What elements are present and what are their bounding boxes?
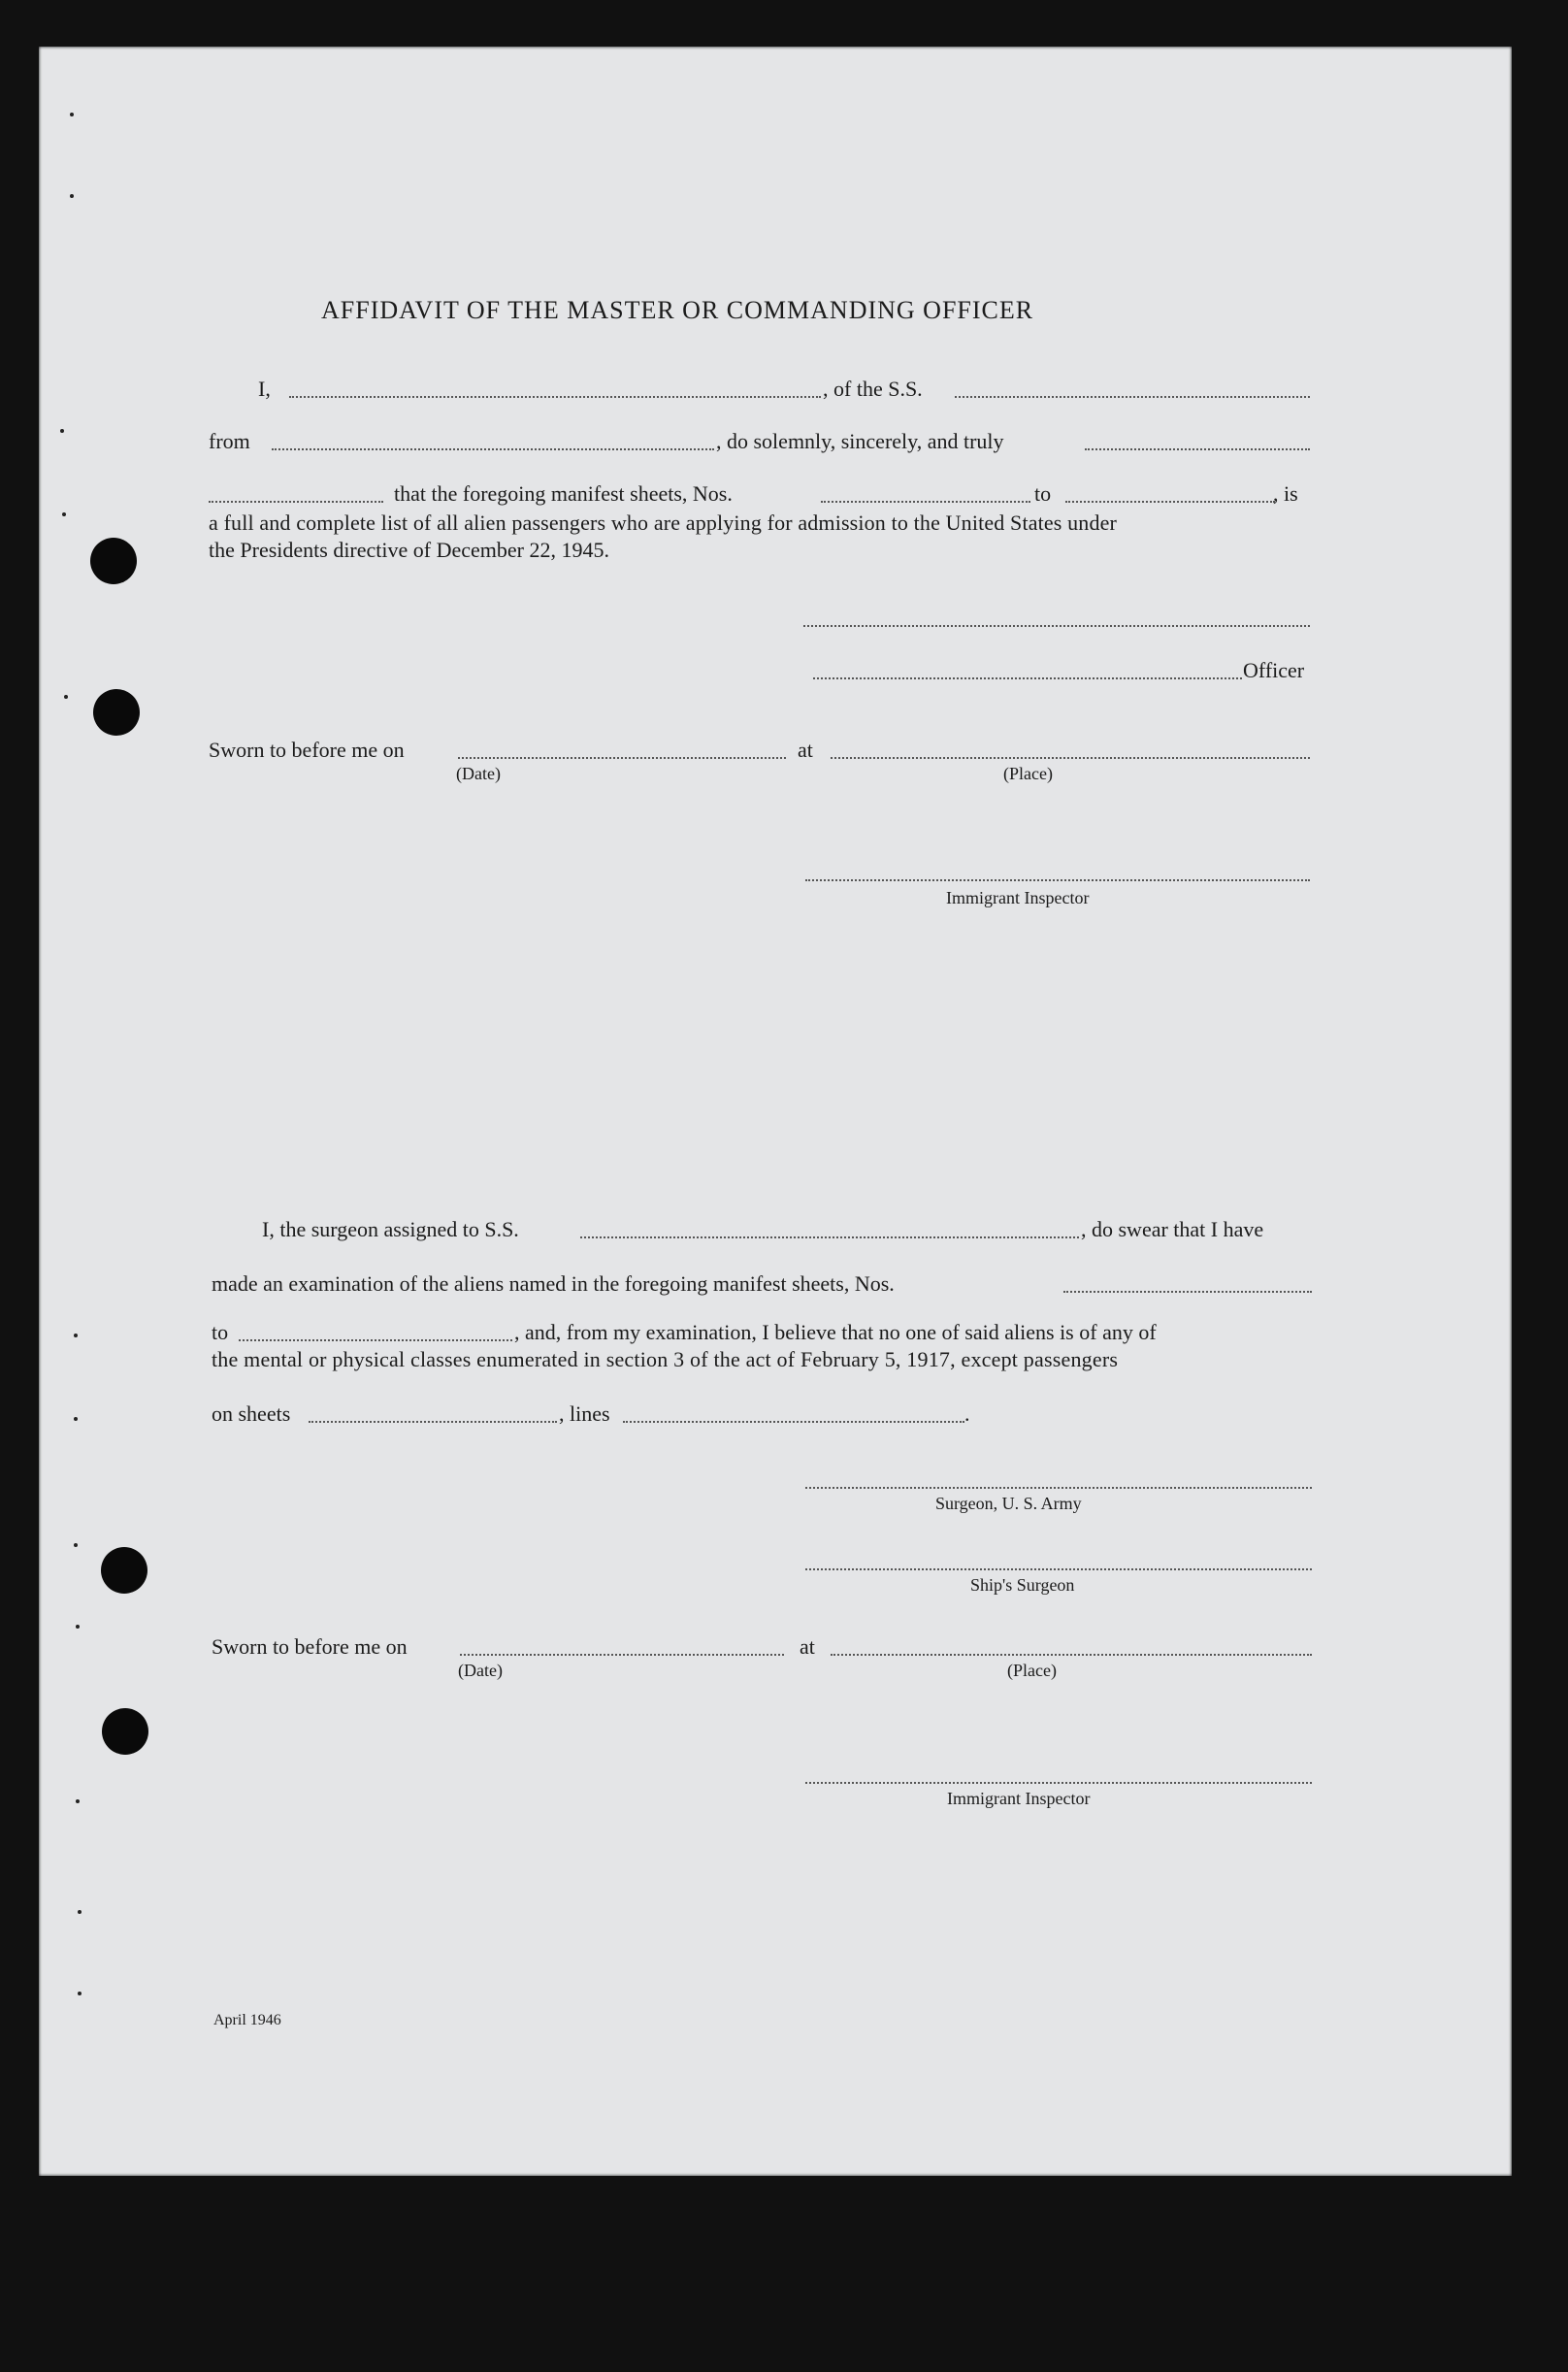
- army-surgeon-signature-field[interactable]: [805, 1487, 1312, 1489]
- margin-speck: [78, 1910, 82, 1914]
- master-place-caption: (Place): [1003, 764, 1053, 783]
- margin-speck: [74, 1334, 78, 1337]
- ship-surgeon-signature-field[interactable]: [805, 1568, 1312, 1570]
- surgeon-sworn-place-field[interactable]: [831, 1654, 1312, 1656]
- margin-speck: [70, 194, 74, 198]
- surgeon-inspector-label: Immigrant Inspector: [947, 1789, 1091, 1808]
- master-oath-field[interactable]: [209, 501, 383, 503]
- form-title: AFFIDAVIT OF THE MASTER OR COMMANDING OFFICER: [321, 296, 1034, 324]
- surgeon-inspector-signature-field[interactable]: [805, 1782, 1312, 1784]
- surgeon-sheets-to-field[interactable]: [239, 1339, 512, 1341]
- master-from-field[interactable]: [272, 448, 714, 450]
- form-date: April 1946: [213, 2012, 281, 2028]
- master-sworn-place-field[interactable]: [831, 757, 1310, 759]
- margin-speck: [60, 429, 64, 433]
- surgeon-sheets-from-field[interactable]: [1063, 1291, 1312, 1293]
- surgeon-on-sheets-label: on sheets: [212, 1401, 291, 1426]
- surgeon-date-caption: (Date): [458, 1661, 503, 1680]
- master-inspector-label: Immigrant Inspector: [946, 888, 1090, 907]
- master-truly-field[interactable]: [1085, 448, 1310, 450]
- master-sworn-date-field[interactable]: [458, 757, 786, 759]
- surgeon-lines-label: , lines: [559, 1401, 610, 1426]
- master-i-label: I,: [258, 377, 271, 401]
- surgeon-swear-label: , do swear that I have: [1081, 1217, 1264, 1241]
- master-name-field[interactable]: [289, 396, 821, 398]
- master-manifest-label: that the foregoing manifest sheets, Nos.: [394, 481, 733, 506]
- form-sheet: [39, 47, 1512, 2176]
- master-ship-field[interactable]: [955, 396, 1310, 398]
- surgeon-belief-label: , and, from my examination, I believe that no one of said aliens is of any of: [514, 1320, 1157, 1344]
- margin-speck: [76, 1799, 80, 1803]
- surgeon-assigned-label: I, the surgeon assigned to S.S.: [262, 1217, 519, 1241]
- margin-speck: [62, 512, 66, 516]
- surgeon-sworn-label: Sworn to before me on: [212, 1634, 408, 1659]
- punch-hole: [90, 538, 137, 584]
- master-directive-line: the Presidents directive of December 22, 1945.: [209, 538, 609, 562]
- master-solemnly-label: , do solemnly, sincerely, and truly: [716, 429, 1004, 453]
- surgeon-classes-line: the mental or physical classes enumerated in section 3 of the act of February 5, 1917, except passengers: [212, 1347, 1119, 1371]
- master-sheets-to-field[interactable]: [1065, 501, 1275, 503]
- ship-surgeon-label: Ship's Surgeon: [970, 1575, 1075, 1595]
- army-surgeon-label: Surgeon, U. S. Army: [935, 1494, 1082, 1513]
- surgeon-place-caption: (Place): [1007, 1661, 1057, 1680]
- master-to-label: to: [1034, 481, 1052, 506]
- master-sheets-from-field[interactable]: [821, 501, 1030, 503]
- punch-hole: [102, 1708, 148, 1755]
- margin-speck: [74, 1543, 78, 1547]
- master-date-caption: (Date): [456, 764, 501, 783]
- punch-hole: [101, 1547, 147, 1594]
- margin-speck: [64, 695, 68, 699]
- surgeon-period: .: [964, 1401, 970, 1426]
- surgeon-except-lines-field[interactable]: [623, 1421, 964, 1423]
- margin-speck: [74, 1417, 78, 1421]
- officer-signature-field[interactable]: [813, 677, 1242, 679]
- margin-speck: [70, 113, 74, 116]
- master-inspector-signature-field[interactable]: [805, 879, 1310, 881]
- surgeon-except-sheets-field[interactable]: [309, 1421, 557, 1423]
- master-from-label: from: [209, 429, 250, 453]
- master-sworn-label: Sworn to before me on: [209, 738, 405, 762]
- margin-speck: [78, 1992, 82, 1995]
- master-at-label: at: [798, 738, 813, 762]
- surgeon-to-label: to: [212, 1320, 229, 1344]
- master-is-label: , is: [1273, 481, 1298, 506]
- master-of-ss-label: , of the S.S.: [823, 377, 923, 401]
- surgeon-sworn-date-field[interactable]: [460, 1654, 784, 1656]
- master-signature-field[interactable]: [803, 625, 1310, 627]
- surgeon-at-label: at: [800, 1634, 815, 1659]
- margin-speck: [76, 1625, 80, 1629]
- surgeon-ship-field[interactable]: [580, 1236, 1079, 1238]
- officer-label: Officer: [1243, 658, 1305, 682]
- surgeon-exam-label: made an examination of the aliens named in the foregoing manifest sheets, Nos.: [212, 1271, 895, 1296]
- punch-hole: [93, 689, 140, 736]
- master-statement-line: a full and complete list of all alien passengers who are applying for admission to the United States under: [209, 511, 1117, 535]
